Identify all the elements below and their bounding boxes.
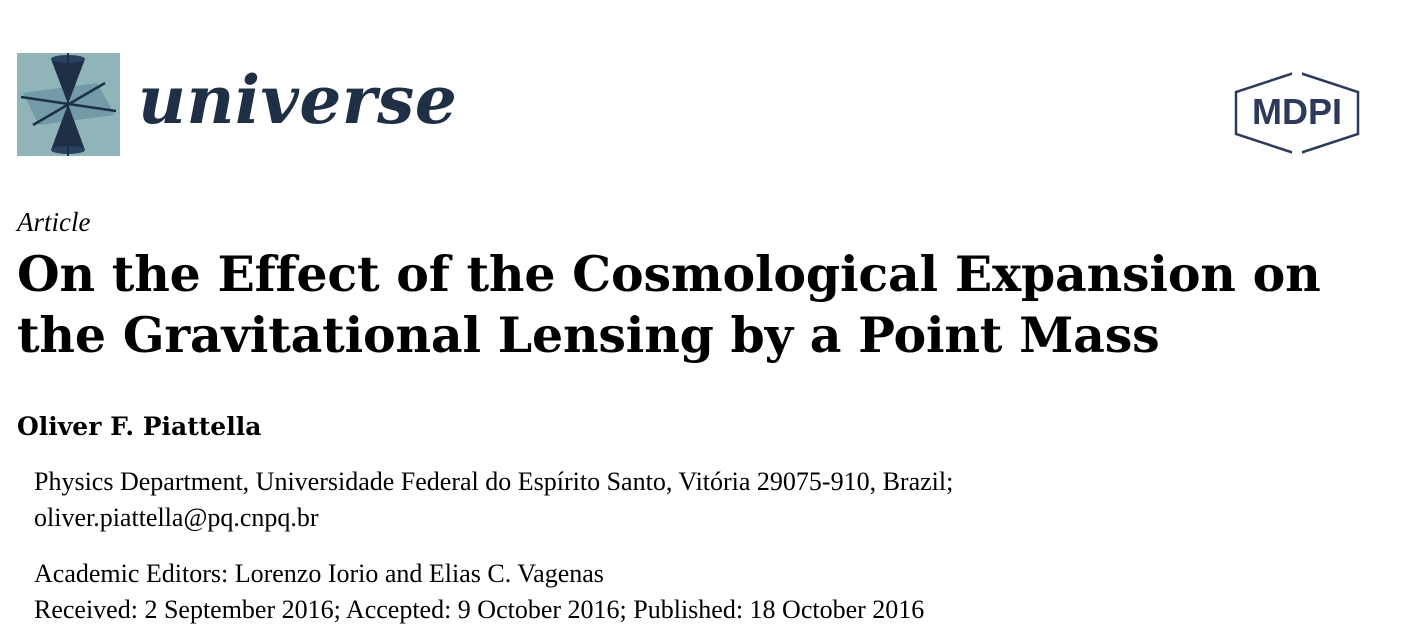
article-title: On the Effect of the Cosmological Expansion on the Gravitational Lensing by a Point Mass	[17, 245, 1321, 364]
affiliation-line: Physics Department, Universidade Federal do Espírito Santo, Vitória 29075-910, Brazil;	[34, 467, 954, 496]
publication-history: Received: 2 September 2016; Accepted: 9 October 2016; Published: 18 October 2016	[34, 595, 925, 624]
affiliation	[34, 464, 1234, 536]
journal-logo-icon	[17, 53, 120, 156]
publisher-logo	[1232, 70, 1362, 156]
author-name[interactable]: Oliver F. Piattella	[17, 412, 262, 441]
author-email-link[interactable]: oliver.piattella@pq.cnpq.br	[34, 503, 319, 532]
publisher-name: MDPI	[1252, 91, 1342, 132]
academic-editors: Academic Editors: Lorenzo Iorio and Elias C. Vagenas	[34, 559, 604, 588]
article-metadata	[34, 556, 1334, 628]
article-type: Article	[17, 207, 91, 237]
journal-name: universe	[138, 61, 458, 139]
